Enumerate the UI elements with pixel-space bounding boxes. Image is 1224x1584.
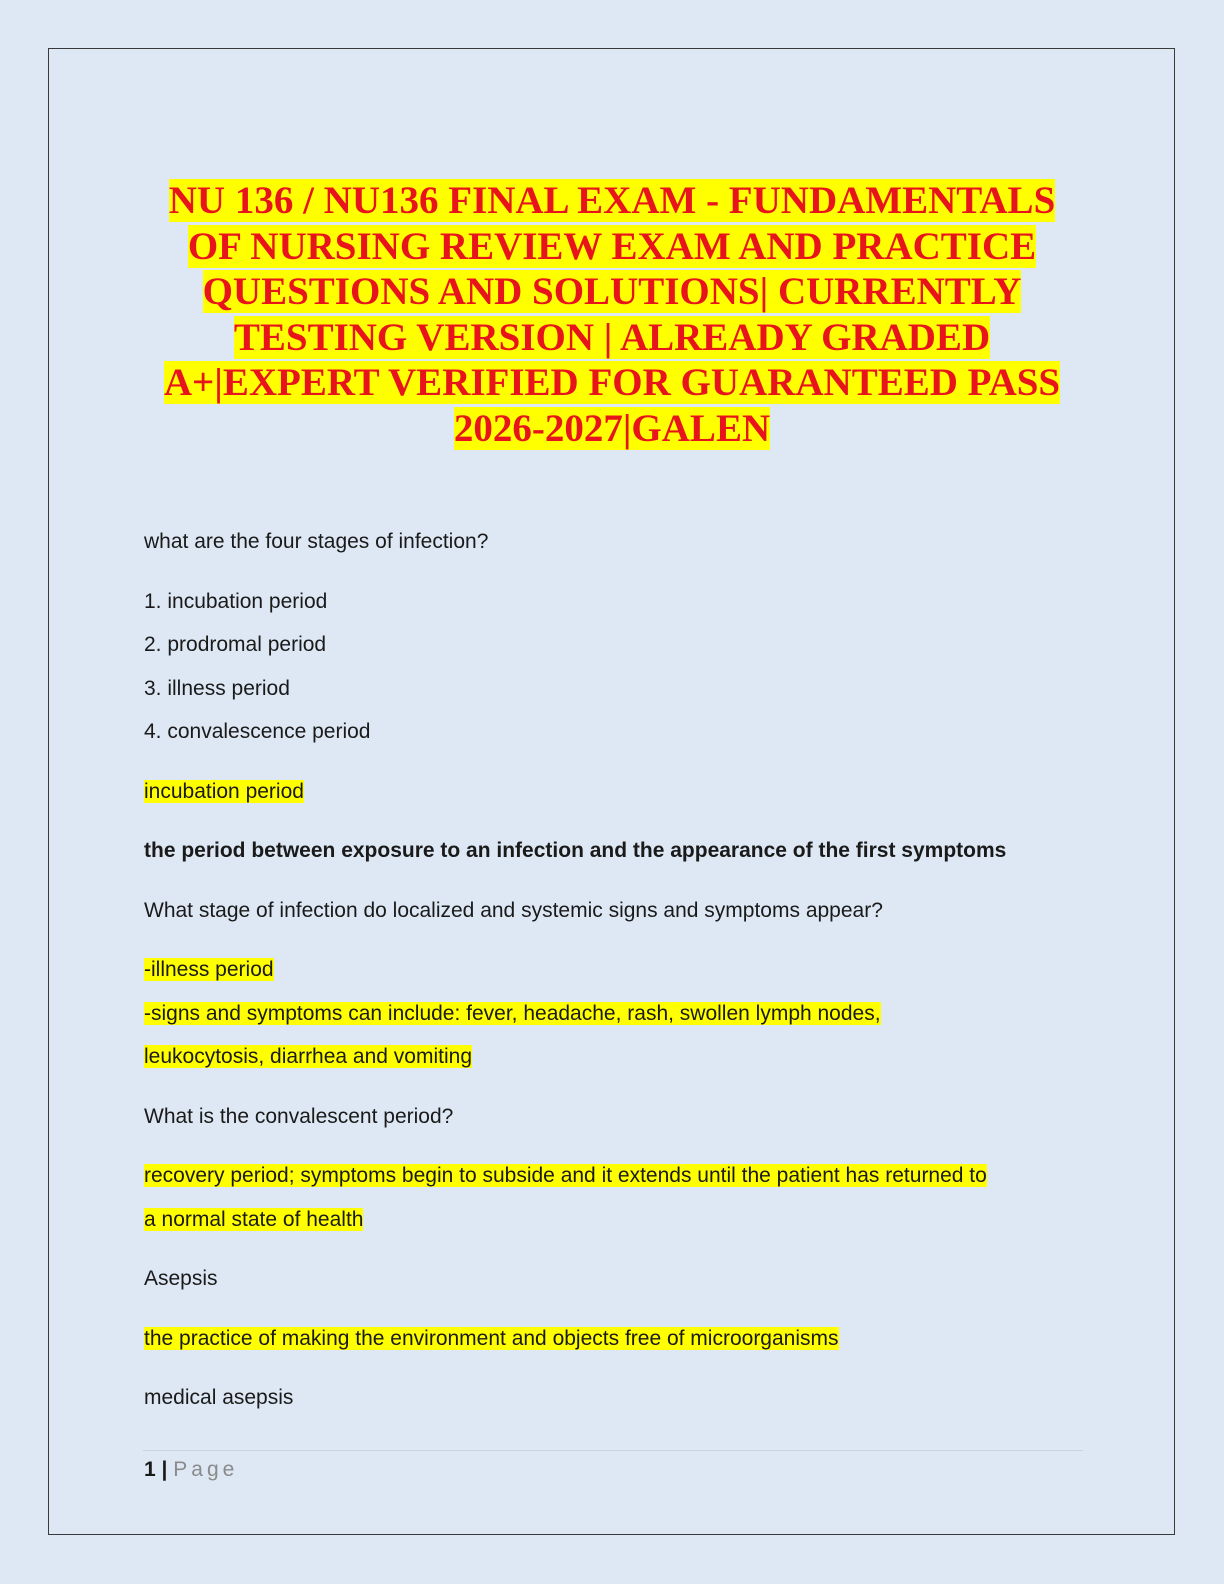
title-line-2: OF NURSING REVIEW EXAM AND PRACTICE [187, 224, 1037, 268]
footer-separator: | [161, 1458, 168, 1481]
page-label: Page [173, 1458, 239, 1481]
page-footer [144, 1455, 238, 1485]
term-text: Asepsis [144, 1267, 218, 1290]
definition-incubation-period [144, 829, 1084, 873]
title-line-6: 2026-2027|GALEN [453, 406, 771, 450]
title-line-3: QUESTIONS AND SOLUTIONS| CURRENTLY [202, 270, 1022, 313]
term-text: medical asepsis [144, 1386, 294, 1409]
list-item: 2. prodromal period [144, 633, 327, 656]
highlighted-answer-line: a normal state of health [144, 1207, 364, 1231]
highlighted-answer-line: -signs and symptoms can include: fever, headache, rash, swollen lymph nodes, [144, 1001, 881, 1025]
highlighted-answer-line: recovery period; symptoms begin to subside and it extends until the patient has returned to [144, 1164, 987, 1187]
title-line-4: TESTING VERSION | ALREADY GRADED [233, 315, 991, 359]
term-asepsis [144, 1257, 1084, 1301]
definition-asepsis [144, 1317, 1084, 1361]
term-incubation-period [144, 770, 1084, 814]
question-convalescent-period [144, 1095, 1084, 1139]
question-text: What is the convalescent period? [144, 1104, 454, 1128]
page-number: 1 [144, 1458, 156, 1481]
list-item: 1. incubation period [144, 589, 328, 613]
highlighted-answer-line: -illness period [144, 958, 274, 981]
definition-text: the period between exposure to an infection and the appearance of the first symptoms [144, 839, 1007, 862]
highlighted-term: incubation period [144, 779, 304, 803]
answer-illness-stage [144, 948, 1084, 1079]
list-item: 4. convalescence period [144, 720, 371, 743]
answer-four-stages-list [144, 580, 1084, 754]
title-line-1: NU 136 / NU136 FINAL EXAM - FUNDAMENTALS [168, 179, 1056, 222]
answer-convalescent-period [144, 1154, 1084, 1241]
question-illness-stage [144, 889, 1084, 933]
list-item: 3. illness period [144, 676, 290, 700]
document-title [130, 178, 1094, 451]
question-text: What stage of infection do localized and systemic signs and symptoms appear? [144, 898, 883, 922]
footer-divider [143, 1450, 1083, 1451]
highlighted-answer-line: leukocytosis, diarrhea and vomiting [144, 1045, 473, 1068]
term-medical-asepsis [144, 1376, 1084, 1420]
question-text: what are the four stages of infection? [144, 530, 489, 553]
question-four-stages [144, 520, 1084, 564]
title-line-5: A+|EXPERT VERIFIED FOR GUARANTEED PASS [163, 361, 1061, 404]
document-body [144, 520, 1084, 1420]
highlighted-answer-line: the practice of making the environment and objects free of microorganisms [144, 1326, 839, 1350]
